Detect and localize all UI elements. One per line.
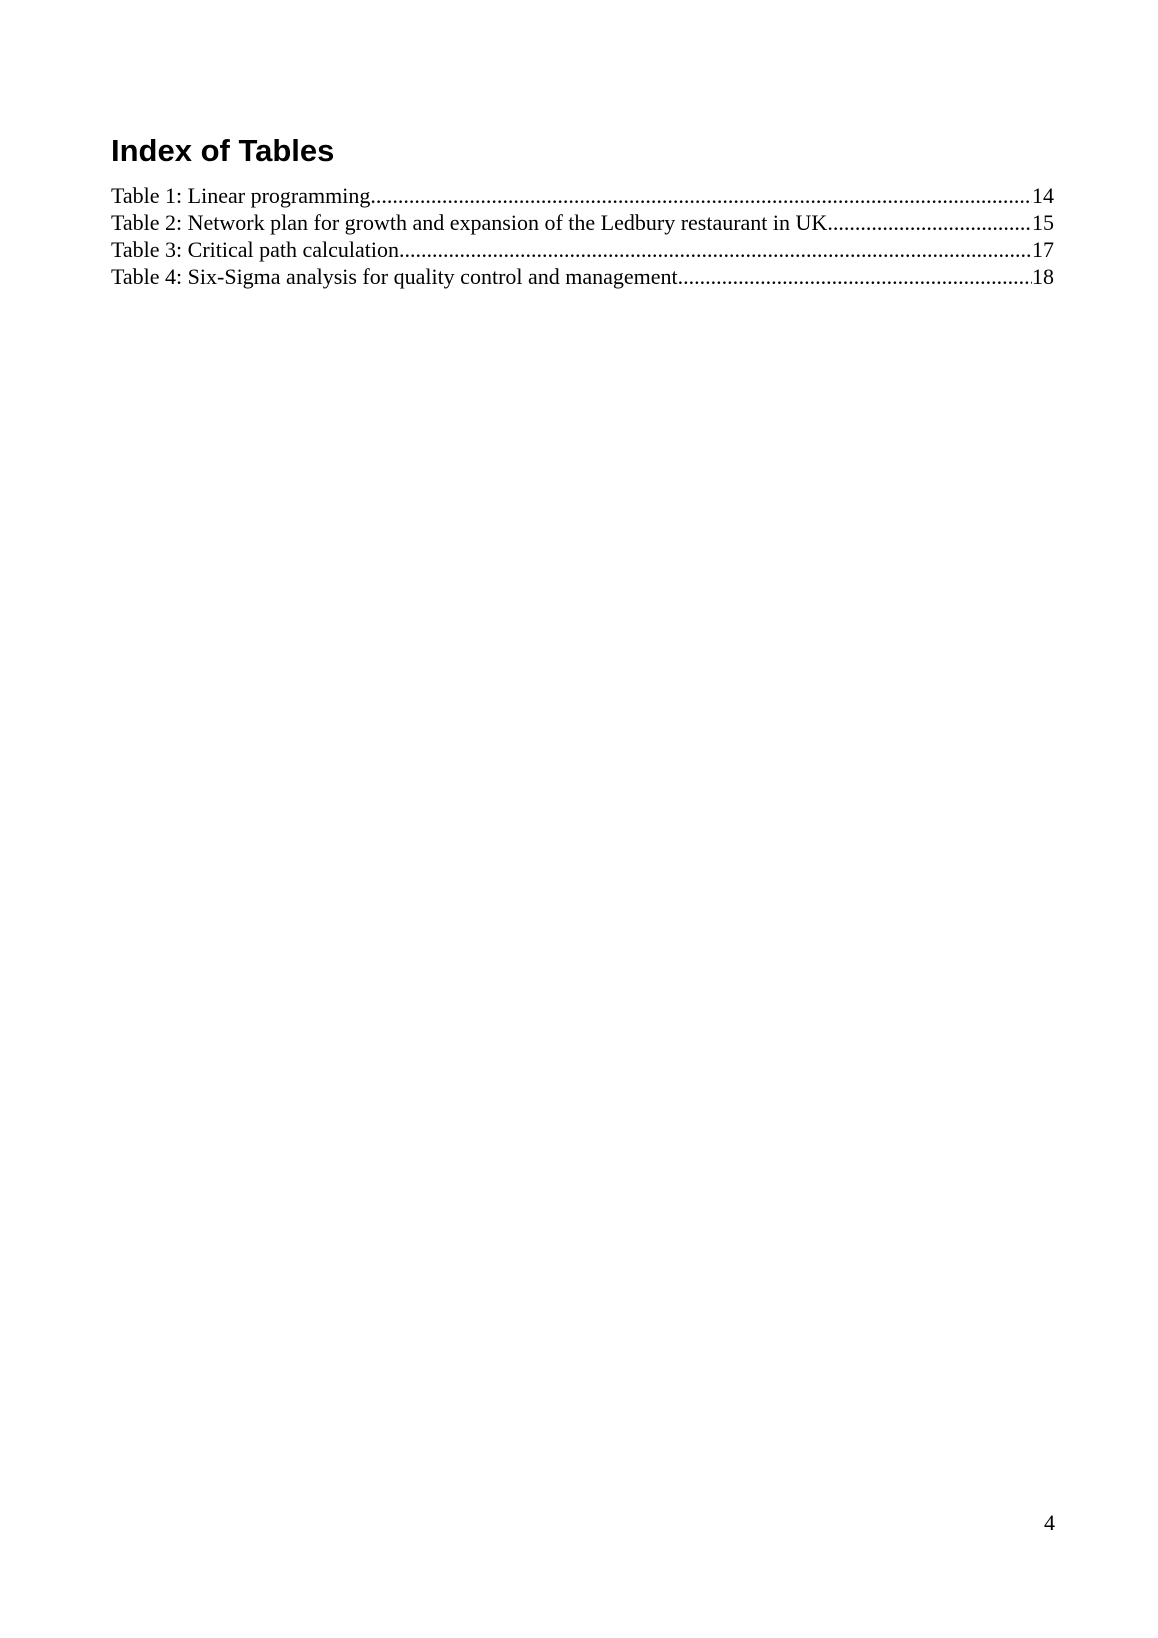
entry-page-number: 17 (1032, 237, 1054, 262)
table-index-entry[interactable] (111, 209, 1054, 236)
index-heading: Index of Tables (111, 133, 335, 168)
entry-label: Table 2: Network plan for growth and expansion of the Ledbury restaurant in UK (111, 210, 828, 235)
entry-page-number: 18 (1032, 264, 1054, 289)
table-index-entry[interactable] (111, 236, 1054, 263)
dot-leader (678, 263, 1032, 290)
table-index-list (111, 182, 1054, 290)
entry-label: Table 4: Six-Sigma analysis for quality control and management (111, 264, 678, 289)
table-index-entry[interactable] (111, 263, 1054, 290)
entry-page-number: 14 (1032, 183, 1054, 208)
table-index-entry[interactable] (111, 182, 1054, 209)
dot-leader (827, 209, 1032, 236)
dot-leader (370, 182, 1032, 209)
dot-leader (399, 236, 1032, 263)
entry-label: Table 1: Linear programming (111, 183, 371, 208)
entry-page-number: 15 (1032, 210, 1054, 235)
page-number: 4 (1044, 1510, 1055, 1535)
entry-label: Table 3: Critical path calculation (111, 237, 400, 262)
